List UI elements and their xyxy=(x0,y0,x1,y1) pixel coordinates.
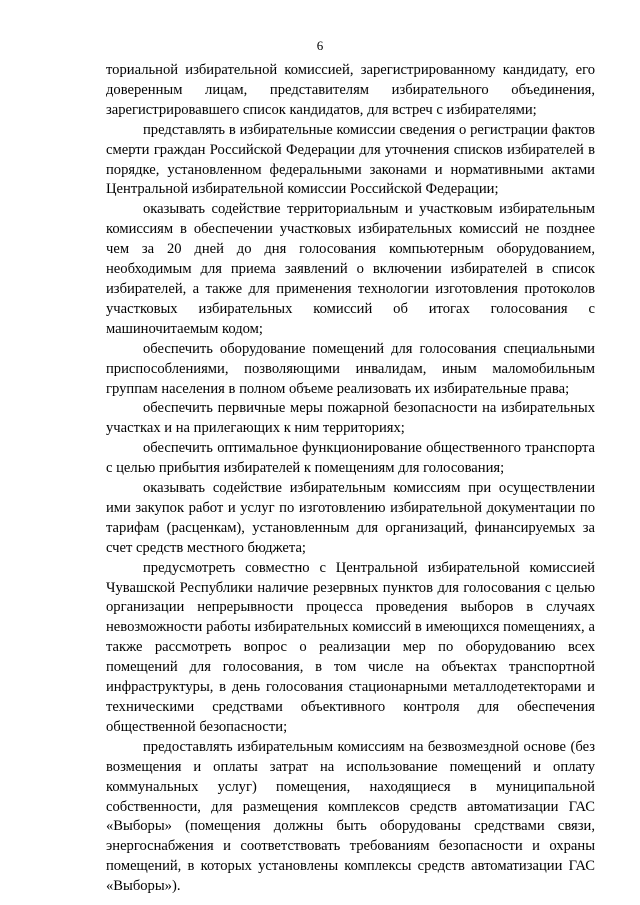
paragraph: обеспечить первичные меры пожарной безопасности на избирательных участках и на прилегающих к ним территориях; xyxy=(106,400,595,437)
paragraph: предусмотреть совместно с Центральной избирательной комиссией Чувашской Республики наличие резервных пунктов для голосования с целью организации непрерывности процесса проведения выборов в случаях невозможности работы избирательных комиссий в имеющихся помещениях, а также рассмотреть вопрос о реализации мер по оборудованию всех помещений для голосования, в том числе на объектах транспортной инфраструктуры, в день голосования стационарными металлодетекторами и техническими средствами объективного контроля для обеспечения общественной безопасности; xyxy=(106,559,595,735)
paragraph: ториальной избирательной комиссией, зарегистрированному кандидату, его доверенным лицам, представителям избирательного объединения, зарегистрировавшего список кандидатов, для встреч с избирателями; xyxy=(106,62,595,118)
document-body xyxy=(106,61,595,897)
paragraph: обеспечить оптимальное функционирование общественного транспорта с целью прибытия избирателей к помещениям для голосования; xyxy=(106,440,595,477)
paragraph: обеспечить оборудование помещений для голосования специальными приспособлениями, позволяющими инвалидам, иным маломобильным группам населения в полном объеме реализовать их избирательные права; xyxy=(106,340,595,397)
page-number: 6 xyxy=(316,38,324,53)
paragraph: предоставлять избирательным комиссиям на безвозмездной основе (без возмещения и оплаты затрат на использование помещений и оплату коммунальных услуг) помещения, находящиеся в муниципальной собственности, для размещения комплексов средств автоматизации ГАС «Выборы» (помещения должны быть оборудованы средствами связи, энергоснабжения и соответствовать требованиям безопасности и охраны помещений, в которых установлены комплексы средств автоматизации ГАС «Выборы»). xyxy=(106,738,595,895)
paragraph: оказывать содействие территориальным и участковым избирательным комиссиям в обеспечении участковых избирательных комиссий не позднее чем за 20 дней до дня голосования компьютерным оборудованием, необходимым для приема заявлений о включении избирателей в список избирателей, а также для применения технологии изготовления протоколов участковых избирательных комиссий об итогах голосования с машиночитаемым кодом; xyxy=(106,201,595,337)
paragraph: оказывать содействие избирательным комиссиям при осуществлении ими закупок работ и услуг по изготовлению избирательной документации по тарифам (расценкам), установленным для организаций, финансируемых за счет средств местного бюджета; xyxy=(106,480,595,556)
paragraph: представлять в избирательные комиссии сведения о регистрации фактов смерти граждан Российской Федерации для уточнения списков избирателей в порядке, установленном федеральными законами и нормативными актами Центральной избирательной комиссии Российской Федерации; xyxy=(106,121,595,198)
